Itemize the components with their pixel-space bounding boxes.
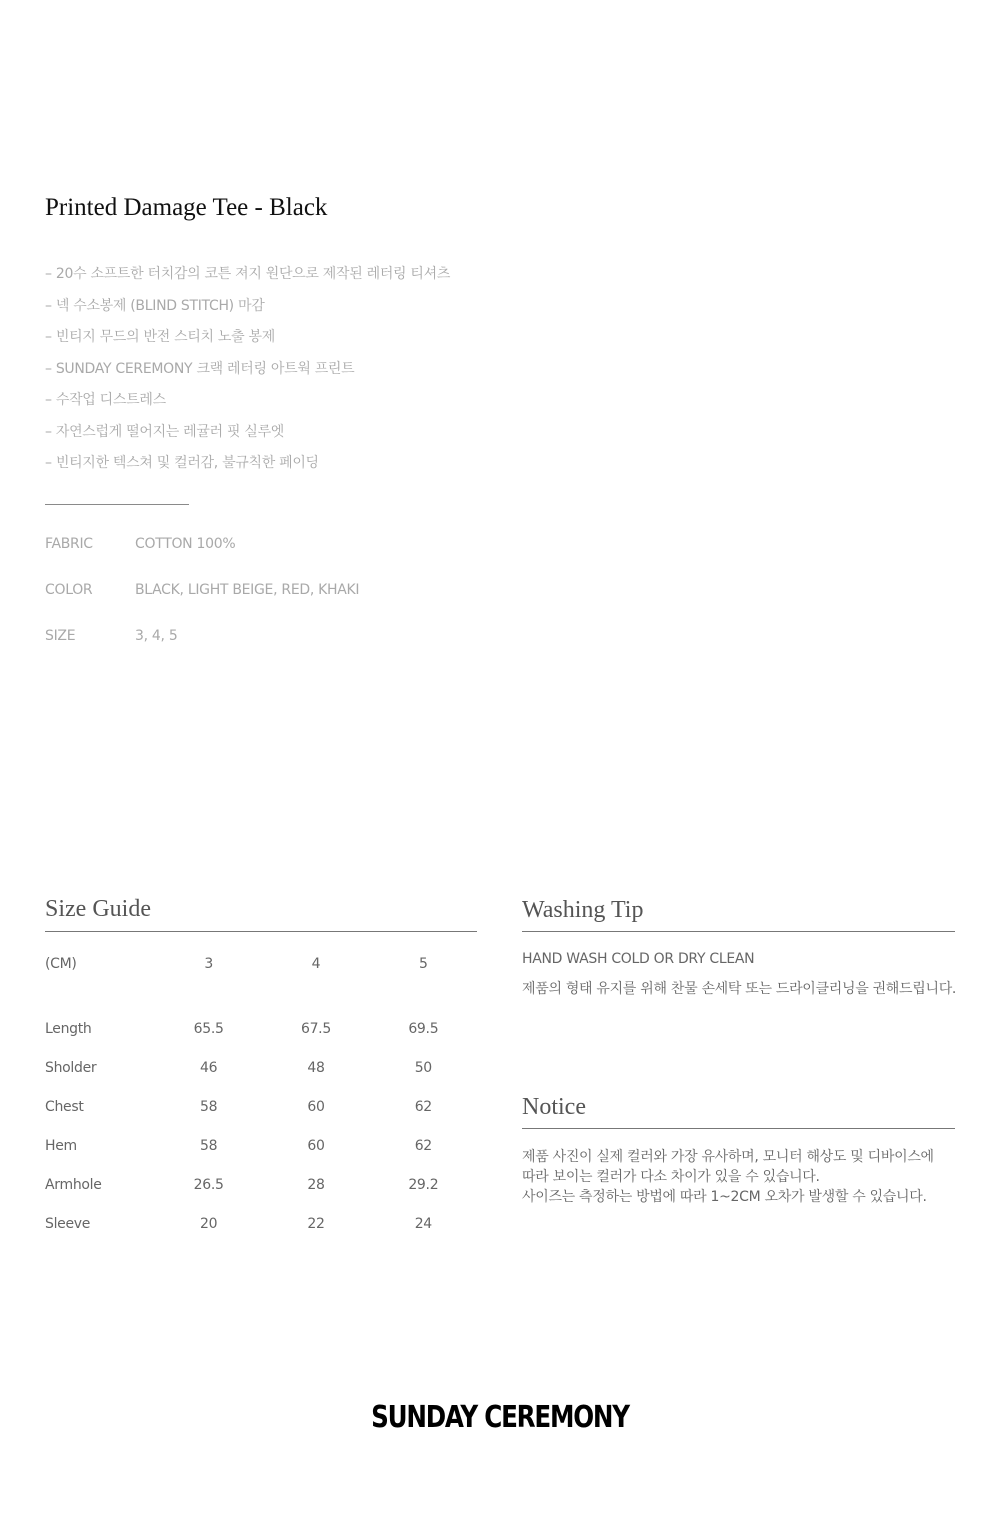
washing-tip-title: Washing Tip: [522, 897, 644, 923]
washing-tip-line: 제품의 형태 유지를 위해 찬물 손세탁 또는 드라이클리닝을 권해드립니다.: [522, 981, 957, 997]
table-row: [45, 1204, 477, 1243]
description-list: [45, 262, 450, 483]
description-item: – 빈티지 무드의 반전 스티치 노출 봉제: [45, 329, 275, 345]
measure-value: 28: [307, 1176, 325, 1193]
measure-value: 67.5: [300, 1020, 331, 1037]
measure-label: Sholder: [45, 1059, 97, 1076]
spec-label: COLOR: [45, 582, 93, 598]
description-item: – SUNDAY CEREMONY 크랙 레터링 아트웍 프린트: [45, 360, 355, 377]
notice-text: [522, 1147, 934, 1207]
description-item: – 20수 소프트한 터치감의 코튼 져지 원단으로 제작된 레터링 티셔츠: [45, 266, 451, 282]
brand-logo: SUNDAY CEREMONY: [371, 1400, 629, 1435]
table-header-row: [45, 945, 477, 983]
spec-color: [45, 582, 359, 598]
measure-value: 26.5: [193, 1176, 224, 1193]
table-row: [45, 1087, 477, 1126]
measure-label: Chest: [45, 1098, 84, 1115]
size-guide-rule: [45, 931, 477, 932]
divider: [45, 504, 189, 505]
size-guide-table: [45, 945, 477, 1243]
measure-value: 62: [414, 1098, 432, 1115]
spec-fabric: [45, 536, 235, 552]
measure-value: 69.5: [408, 1020, 439, 1037]
measure-label: Length: [45, 1020, 92, 1037]
measure-value: 29.2: [408, 1176, 439, 1193]
measure-value: 24: [414, 1215, 432, 1232]
measure-value: 50: [414, 1059, 432, 1076]
size-header: 5: [419, 956, 428, 972]
description-item: – 빈티지한 텍스쳐 및 컬러감, 불규칙한 페이딩: [45, 455, 319, 471]
measure-value: 60: [307, 1098, 325, 1115]
measure-value: 48: [307, 1059, 325, 1076]
measure-value: 22: [307, 1215, 325, 1232]
measure-label: Hem: [45, 1137, 77, 1154]
notice-line: 사이즈는 측정하는 방법에 따라 1~2CM 오차가 발생할 수 있습니다.: [522, 1189, 927, 1205]
measure-value: 20: [200, 1215, 218, 1232]
measure-value: 58: [200, 1098, 218, 1115]
notice-title: Notice: [522, 1094, 586, 1120]
measure-value: 46: [200, 1059, 218, 1076]
measure-value: 58: [200, 1137, 218, 1154]
notice-line: 제품 사진이 실제 컬러와 가장 유사하며, 모니터 해상도 및 디바이스에: [522, 1149, 934, 1165]
table-row: [45, 1126, 477, 1165]
description-item: – 수작업 디스트레스: [45, 392, 166, 408]
washing-tip-rule: [522, 931, 955, 932]
measure-value: 62: [414, 1137, 432, 1154]
table-row: [45, 1048, 477, 1087]
table-row: [45, 1165, 477, 1204]
spec-value: COTTON 100%: [135, 536, 236, 552]
spec-value: BLACK, LIGHT BEIGE, RED, KHAKI: [135, 582, 360, 598]
description-item: – 넥 수소봉제 (BLIND STITCH) 마감: [45, 297, 265, 314]
spec-size: [45, 628, 177, 644]
size-guide-title: Size Guide: [45, 896, 151, 922]
size-header: 3: [204, 956, 213, 972]
washing-tip-line: HAND WASH COLD OR DRY CLEAN: [522, 951, 755, 967]
spec-label: FABRIC: [45, 536, 93, 552]
spec-label: SIZE: [45, 628, 76, 644]
description-item: – 자연스럽게 떨어지는 레귤러 핏 실루엣: [45, 423, 285, 440]
measure-value: 65.5: [193, 1020, 224, 1037]
measure-value: 60: [307, 1137, 325, 1154]
measure-label: Armhole: [45, 1176, 102, 1193]
product-title: Printed Damage Tee - Black: [45, 194, 328, 221]
size-header: 4: [311, 956, 321, 972]
notice-rule: [522, 1128, 955, 1129]
table-row: [45, 1009, 477, 1048]
notice-line: 따라 보이는 컬러가 다소 차이가 있을 수 있습니다.: [522, 1169, 820, 1185]
measure-label: Sleeve: [45, 1215, 91, 1232]
unit-label: (CM): [45, 956, 77, 972]
spec-value: 3, 4, 5: [135, 628, 178, 644]
